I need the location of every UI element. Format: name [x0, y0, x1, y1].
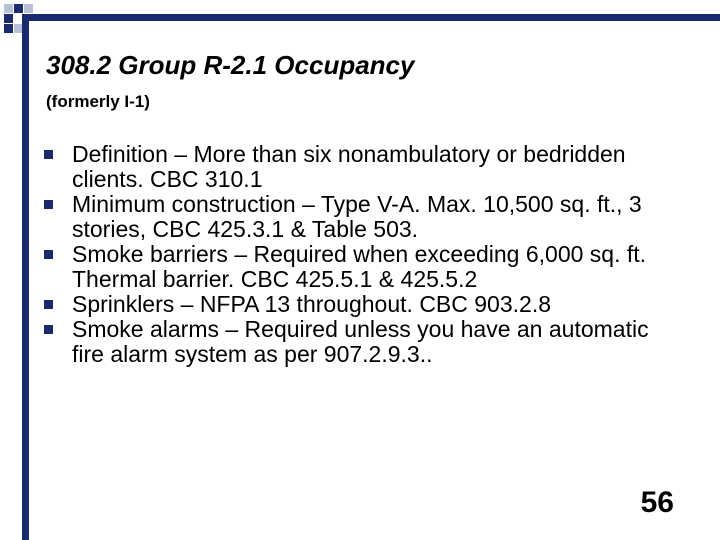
- deco-square: [14, 4, 23, 13]
- deco-square: [4, 24, 13, 33]
- list-item: [44, 192, 684, 242]
- bullet-text: Definition – More than six nonambulatory or bedridden clients. CBC 310.1: [72, 141, 626, 192]
- top-rule: [22, 14, 720, 21]
- page-number: 56: [640, 486, 674, 519]
- list-item: [44, 242, 684, 292]
- deco-square: [4, 4, 13, 13]
- list-item: [44, 292, 684, 317]
- deco-square: [4, 14, 13, 23]
- bullet-list: [44, 142, 684, 367]
- bullet-square-icon: [44, 150, 53, 159]
- bullet-square-icon: [44, 250, 53, 259]
- list-item: [44, 142, 684, 192]
- left-rule: [22, 14, 29, 540]
- deco-square: [24, 4, 33, 13]
- slide-subtitle: (formerly I-1): [46, 92, 150, 111]
- bullet-text: Minimum construction – Type V-A. Max. 10,500 sq. ft., 3 stories, CBC 425.3.1 & Table 503.: [72, 191, 642, 242]
- bullet-square-icon: [44, 200, 53, 209]
- bullet-text: Smoke alarms – Required unless you have an automatic fire alarm system as per 907.2.9.3..: [72, 316, 649, 367]
- slide-title: 308.2 Group R-2.1 Occupancy: [46, 50, 415, 80]
- bullet-square-icon: [44, 300, 53, 309]
- list-item: [44, 317, 684, 367]
- bullet-square-icon: [44, 325, 53, 334]
- bullet-text: Smoke barriers – Required when exceeding 6,000 sq. ft. Thermal barrier. CBC 425.5.1 & 425.5.2: [72, 241, 647, 292]
- bullet-text: Sprinklers – NFPA 13 throughout. CBC 903.2.8: [72, 291, 552, 317]
